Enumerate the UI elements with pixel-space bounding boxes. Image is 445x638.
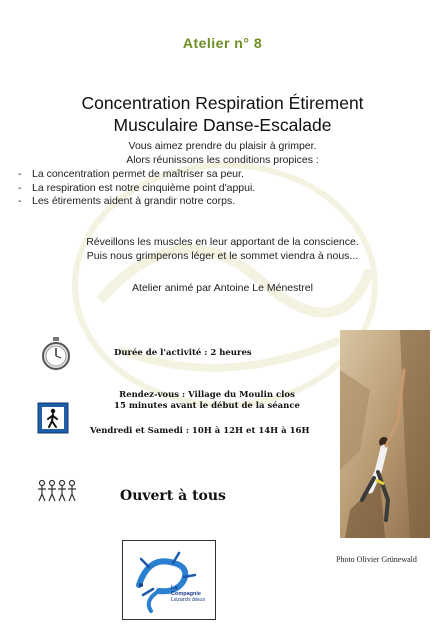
rendezvous-line-2: 15 minutes avant le début de la séance (114, 401, 300, 411)
logo-line-2: Compagnie (171, 591, 201, 597)
list-item: - Les étirements aident à grandir notre corps. (18, 195, 236, 207)
open-to-all-text: Ouvert à tous (120, 488, 226, 504)
list-item-text: La concentration permet de maîtriser sa peur. (32, 168, 244, 180)
intro-line-2: Alors réunissons les conditions propices : (126, 153, 319, 166)
list-item-text: La respiration est notre cinquième point d'appui. (32, 181, 256, 194)
rendezvous-line-1: Rendez-vous : Village du Moulin clos (119, 390, 295, 400)
lizard-logo (129, 545, 209, 615)
atelier-number: Atelier n° 8 (182, 35, 263, 51)
para2-line-2: Puis nous grimperons léger et le sommet viendra à nous... (86, 249, 359, 262)
climber-photo (340, 330, 430, 538)
duration-text: Durée de l'activité : 2 heures (114, 348, 252, 358)
schedule-text: Vendredi et Samedi : 10H à 12H et 14H à 16H (90, 426, 310, 436)
company-logo (122, 540, 216, 620)
intro-text (0, 140, 445, 167)
rendezvous-text (92, 390, 322, 412)
list-item-text: Les étirements aident à grandir notre corps. (32, 195, 236, 207)
list-item: - La concentration permet de maîtriser sa peur. (18, 168, 244, 180)
logo-line-1: La (171, 585, 178, 591)
second-paragraph (0, 236, 445, 263)
list-item: - La respiration est notre cinquième point d'appui. (18, 181, 256, 194)
title-line-2: Musculaire Danse-Escalade (113, 115, 332, 135)
photo-credit: Photo Olivier Grünewald (336, 555, 417, 564)
walking-person-icon (37, 402, 69, 434)
para2-line-1: Réveillons les muscles en leur apportant de la conscience. (86, 236, 359, 248)
stopwatch-icon (40, 336, 72, 372)
title-line-1: Concentration Respiration Étirement (81, 93, 364, 113)
intro-line-1: Vous aimez prendre du plaisir à grimper. (128, 140, 317, 152)
logo-line-3: Lézards bleus (171, 597, 206, 603)
group-of-people-icon (36, 478, 78, 504)
animateur-text: Atelier animé par Antoine Le Ménestrel (132, 282, 313, 294)
logo-text (171, 585, 205, 603)
page-title (0, 92, 445, 136)
benefits-list (18, 168, 255, 209)
